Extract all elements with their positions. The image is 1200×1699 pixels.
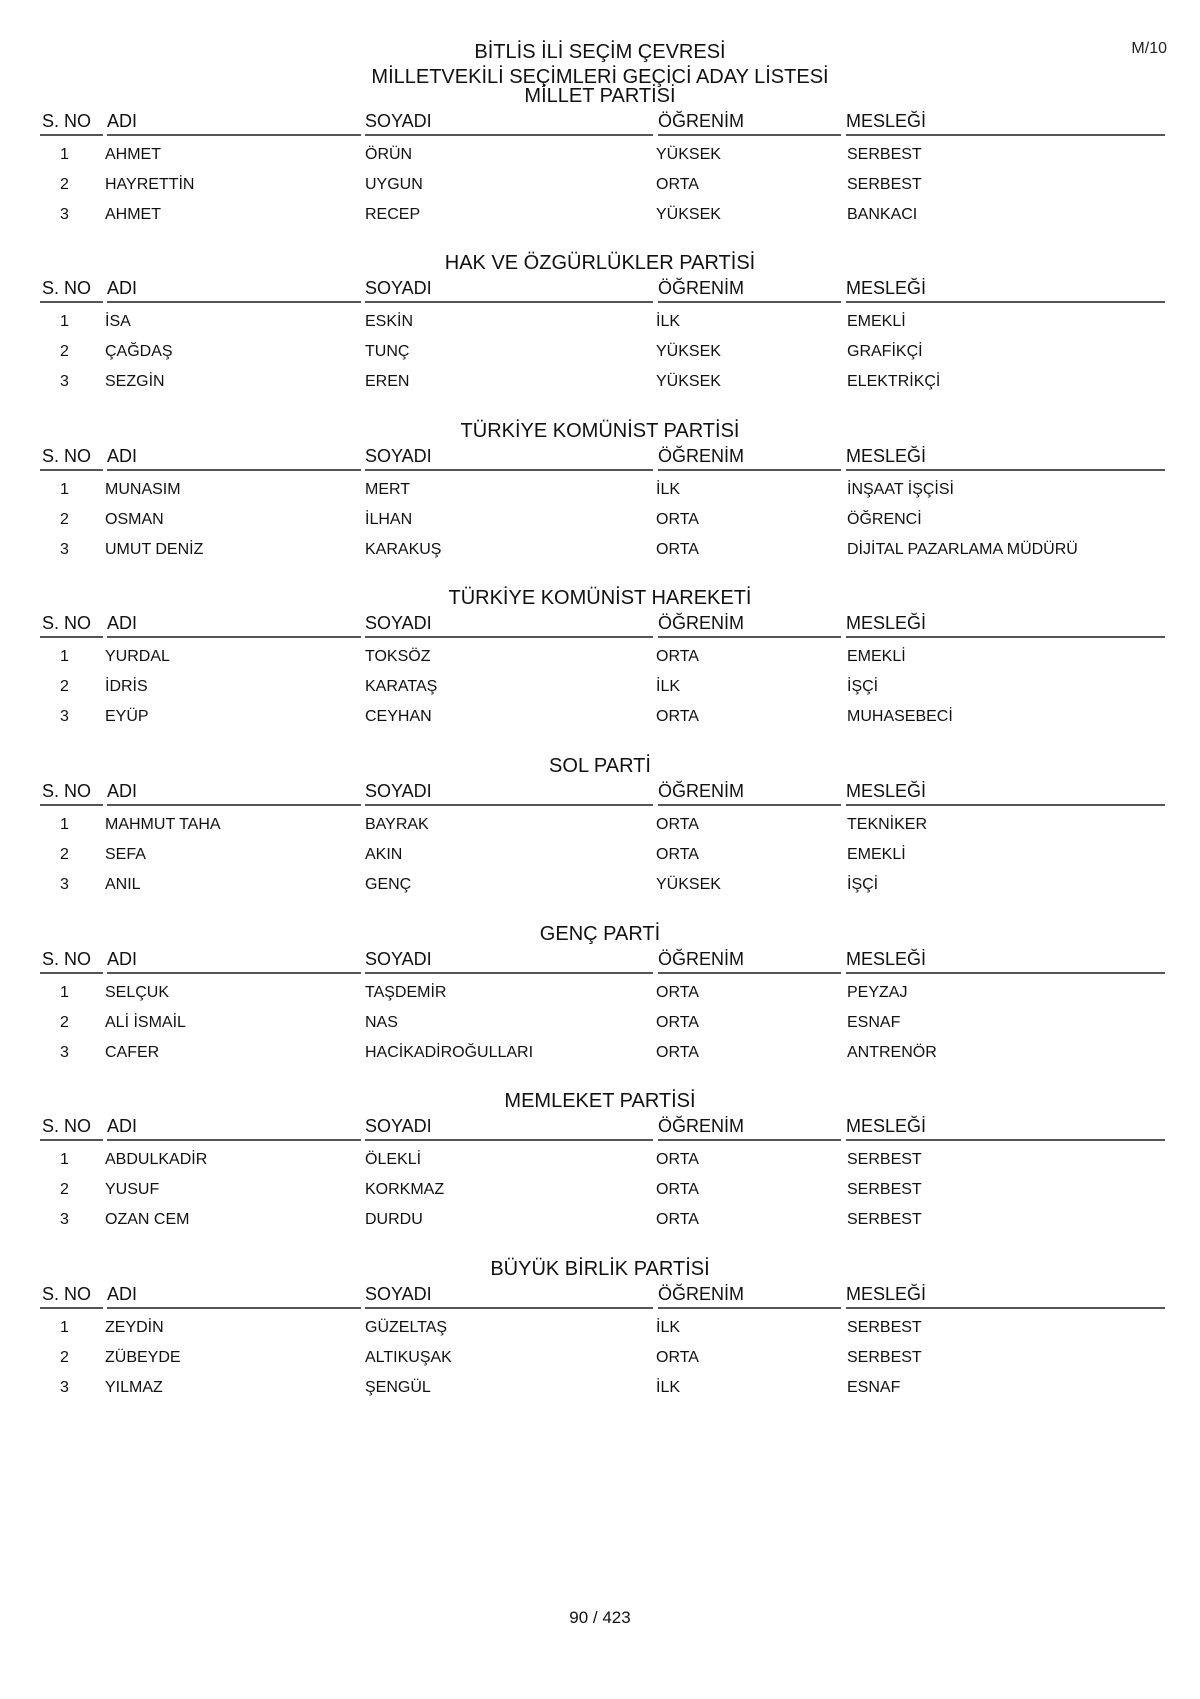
table-row xyxy=(40,307,1165,337)
column-headers xyxy=(40,445,1165,471)
row-ogrenim: YÜKSEK xyxy=(656,373,721,390)
table-row xyxy=(40,337,1165,367)
column-header-soyadi: SOYADI xyxy=(365,612,653,638)
party-title: BÜYÜK BİRLİK PARTİSİ xyxy=(490,1258,710,1280)
row-sno: 2 xyxy=(60,511,69,528)
row-meslegi: GRAFİKÇİ xyxy=(847,343,923,360)
column-header-ogrenim: ÖĞRENİM xyxy=(658,612,841,638)
row-soyadi: KORKMAZ xyxy=(365,1181,445,1198)
party-section xyxy=(40,1255,1165,1403)
row-meslegi: ELEKTRİKÇİ xyxy=(847,373,941,390)
table-row xyxy=(40,978,1165,1008)
row-ogrenim: ORTA xyxy=(656,1044,699,1061)
row-soyadi: ALTIKUŞAK xyxy=(365,1349,452,1366)
row-adi: ALİ İSMAİL xyxy=(105,1014,186,1031)
party-section xyxy=(40,82,1165,230)
column-header-adi: ADI xyxy=(107,948,361,974)
row-sno: 1 xyxy=(60,146,69,163)
row-sno: 2 xyxy=(60,846,69,863)
row-meslegi: SERBEST xyxy=(847,1211,922,1228)
row-adi: ZEYDİN xyxy=(105,1319,164,1336)
row-meslegi: SERBEST xyxy=(847,1319,922,1336)
column-headers xyxy=(40,780,1165,806)
row-adi: MAHMUT TAHA xyxy=(105,816,221,833)
header-line-province: BİTLİS İLİ SEÇİM ÇEVRESİ xyxy=(474,41,726,63)
table-row xyxy=(40,810,1165,840)
table-row xyxy=(40,1205,1165,1235)
row-ogrenim: ORTA xyxy=(656,984,699,1001)
column-header-soyadi: SOYADI xyxy=(365,780,653,806)
column-header-soyadi: SOYADI xyxy=(365,277,653,303)
column-headers xyxy=(40,277,1165,303)
column-headers xyxy=(40,110,1165,136)
row-adi: CAFER xyxy=(105,1044,160,1061)
row-meslegi: PEYZAJ xyxy=(847,984,908,1001)
row-sno: 3 xyxy=(60,876,69,893)
row-adi: SEZGİN xyxy=(105,373,165,390)
page-number: 90 / 423 xyxy=(569,1608,631,1627)
column-headers xyxy=(40,612,1165,638)
table-row xyxy=(40,1008,1165,1038)
row-soyadi: KARATAŞ xyxy=(365,678,438,695)
page-code: M/10 xyxy=(1131,40,1167,57)
party-title: GENÇ PARTİ xyxy=(539,923,661,945)
row-adi: İDRİS xyxy=(105,678,148,695)
table-row xyxy=(40,642,1165,672)
column-header-meslegi: MESLEĞİ xyxy=(846,277,1165,303)
row-soyadi: GENÇ xyxy=(365,876,412,893)
row-soyadi: ÖRÜN xyxy=(365,146,413,163)
column-header-sno: S. NO xyxy=(40,1115,103,1141)
row-meslegi: MUHASEBECİ xyxy=(847,708,953,725)
column-header-meslegi: MESLEĞİ xyxy=(846,1115,1165,1141)
row-meslegi: ESNAF xyxy=(847,1014,901,1031)
column-header-adi: ADI xyxy=(107,1283,361,1309)
row-sno: 3 xyxy=(60,541,69,558)
column-header-soyadi: SOYADI xyxy=(365,948,653,974)
column-header-soyadi: SOYADI xyxy=(365,110,653,136)
column-header-adi: ADI xyxy=(107,1115,361,1141)
row-sno: 1 xyxy=(60,481,69,498)
party-section xyxy=(40,752,1165,900)
row-sno: 1 xyxy=(60,1319,69,1336)
row-adi: AHMET xyxy=(105,146,161,163)
row-meslegi: DİJİTAL PAZARLAMA MÜDÜRÜ xyxy=(847,541,1078,558)
candidate-rows xyxy=(40,978,1165,1068)
row-soyadi: TAŞDEMİR xyxy=(365,984,447,1001)
row-adi: SEFA xyxy=(105,846,146,863)
candidate-rows xyxy=(40,475,1165,565)
column-header-soyadi: SOYADI xyxy=(365,1283,653,1309)
row-soyadi: TOKSÖZ xyxy=(365,648,431,665)
column-header-sno: S. NO xyxy=(40,277,103,303)
row-meslegi: SERBEST xyxy=(847,146,922,163)
row-sno: 2 xyxy=(60,678,69,695)
row-sno: 3 xyxy=(60,373,69,390)
column-header-sno: S. NO xyxy=(40,780,103,806)
column-header-sno: S. NO xyxy=(40,445,103,471)
table-row xyxy=(40,672,1165,702)
row-sno: 1 xyxy=(60,313,69,330)
party-title: HAK VE ÖZGÜRLÜKLER PARTİSİ xyxy=(444,252,756,274)
row-ogrenim: ORTA xyxy=(656,541,699,558)
column-header-meslegi: MESLEĞİ xyxy=(846,612,1165,638)
party-title: TÜRKİYE KOMÜNİST PARTİSİ xyxy=(460,420,740,442)
row-soyadi: ÖLEKLİ xyxy=(365,1151,422,1168)
column-headers xyxy=(40,948,1165,974)
table-row xyxy=(40,1145,1165,1175)
party-section xyxy=(40,584,1165,732)
row-ogrenim: YÜKSEK xyxy=(656,876,721,893)
table-row xyxy=(40,870,1165,900)
row-adi: İSA xyxy=(105,313,131,330)
table-row xyxy=(40,140,1165,170)
row-meslegi: EMEKLİ xyxy=(847,648,906,665)
row-meslegi: EMEKLİ xyxy=(847,846,906,863)
table-row xyxy=(40,535,1165,565)
column-header-sno: S. NO xyxy=(40,110,103,136)
row-ogrenim: ORTA xyxy=(656,1181,699,1198)
row-ogrenim: İLK xyxy=(656,678,681,695)
row-sno: 2 xyxy=(60,343,69,360)
row-meslegi: İŞÇİ xyxy=(847,678,879,695)
row-meslegi: SERBEST xyxy=(847,1181,922,1198)
table-row xyxy=(40,200,1165,230)
row-meslegi: ESNAF xyxy=(847,1379,901,1396)
candidate-rows xyxy=(40,140,1165,230)
column-header-adi: ADI xyxy=(107,612,361,638)
column-header-meslegi: MESLEĞİ xyxy=(846,780,1165,806)
row-adi: AHMET xyxy=(105,206,161,223)
row-meslegi: SERBEST xyxy=(847,176,922,193)
column-header-ogrenim: ÖĞRENİM xyxy=(658,277,841,303)
row-adi: MUNASIM xyxy=(105,481,181,498)
row-ogrenim: ORTA xyxy=(656,511,699,528)
column-header-soyadi: SOYADI xyxy=(365,445,653,471)
row-meslegi: ÖĞRENCİ xyxy=(847,511,922,528)
row-soyadi: KARAKUŞ xyxy=(365,541,442,558)
row-adi: OSMAN xyxy=(105,511,164,528)
party-section xyxy=(40,417,1165,565)
row-adi: YILMAZ xyxy=(105,1379,163,1396)
party-section xyxy=(40,249,1165,397)
party-section xyxy=(40,1087,1165,1235)
table-row xyxy=(40,505,1165,535)
row-ogrenim: İLK xyxy=(656,313,681,330)
column-header-ogrenim: ÖĞRENİM xyxy=(658,1115,841,1141)
party-section xyxy=(40,920,1165,1068)
row-adi: UMUT DENİZ xyxy=(105,541,204,558)
column-header-ogrenim: ÖĞRENİM xyxy=(658,948,841,974)
column-header-sno: S. NO xyxy=(40,1283,103,1309)
party-title: TÜRKİYE KOMÜNİST HAREKETİ xyxy=(448,587,752,609)
row-soyadi: GÜZELTAŞ xyxy=(365,1319,448,1336)
row-soyadi: RECEP xyxy=(365,206,421,223)
column-header-sno: S. NO xyxy=(40,612,103,638)
table-row xyxy=(40,702,1165,732)
row-sno: 3 xyxy=(60,1044,69,1061)
row-meslegi: ANTRENÖR xyxy=(847,1044,937,1061)
column-header-ogrenim: ÖĞRENİM xyxy=(658,445,841,471)
party-title: MİLLET PARTİSİ xyxy=(524,85,676,107)
row-ogrenim: İLK xyxy=(656,1379,681,1396)
column-header-ogrenim: ÖĞRENİM xyxy=(658,110,841,136)
row-ogrenim: YÜKSEK xyxy=(656,206,721,223)
candidate-rows xyxy=(40,1145,1165,1235)
table-row xyxy=(40,1343,1165,1373)
row-soyadi: BAYRAK xyxy=(365,816,429,833)
row-adi: ZÜBEYDE xyxy=(105,1349,181,1366)
row-soyadi: DURDU xyxy=(365,1211,423,1228)
row-ogrenim: ORTA xyxy=(656,1211,699,1228)
column-header-adi: ADI xyxy=(107,110,361,136)
row-sno: 1 xyxy=(60,816,69,833)
row-sno: 2 xyxy=(60,176,69,193)
row-adi: YUSUF xyxy=(105,1181,160,1198)
column-header-meslegi: MESLEĞİ xyxy=(846,445,1165,471)
row-soyadi: HACİKADİROĞULLARI xyxy=(365,1044,534,1061)
party-title: SOL PARTİ xyxy=(549,755,651,777)
column-header-sno: S. NO xyxy=(40,948,103,974)
column-header-meslegi: MESLEĞİ xyxy=(846,110,1165,136)
row-meslegi: TEKNİKER xyxy=(847,816,928,833)
row-ogrenim: YÜKSEK xyxy=(656,146,721,163)
row-sno: 3 xyxy=(60,1211,69,1228)
column-headers xyxy=(40,1115,1165,1141)
row-ogrenim: ORTA xyxy=(656,708,699,725)
row-soyadi: ŞENGÜL xyxy=(365,1379,431,1396)
row-sno: 1 xyxy=(60,648,69,665)
party-title: MEMLEKET PARTİSİ xyxy=(504,1090,696,1112)
row-ogrenim: ORTA xyxy=(656,816,699,833)
row-ogrenim: İLK xyxy=(656,481,681,498)
row-ogrenim: ORTA xyxy=(656,1151,699,1168)
table-row xyxy=(40,170,1165,200)
table-row xyxy=(40,367,1165,397)
row-ogrenim: ORTA xyxy=(656,648,699,665)
column-header-adi: ADI xyxy=(107,780,361,806)
row-meslegi: EMEKLİ xyxy=(847,313,906,330)
row-ogrenim: ORTA xyxy=(656,176,699,193)
row-adi: ANIL xyxy=(105,876,141,893)
row-meslegi: İNŞAAT İŞÇİSİ xyxy=(847,481,954,498)
row-adi: HAYRETTİN xyxy=(105,176,195,193)
column-header-ogrenim: ÖĞRENİM xyxy=(658,780,841,806)
header-line-list-title: MİLLETVEKİLİ SEÇİMLERİ GEÇİCİ ADAY LİSTESİ xyxy=(371,66,829,88)
row-adi: OZAN CEM xyxy=(105,1211,190,1228)
row-adi: ÇAĞDAŞ xyxy=(105,343,173,360)
row-sno: 1 xyxy=(60,984,69,1001)
column-header-adi: ADI xyxy=(107,277,361,303)
row-ogrenim: YÜKSEK xyxy=(656,343,721,360)
row-sno: 2 xyxy=(60,1181,69,1198)
table-row xyxy=(40,1175,1165,1205)
row-soyadi: ESKİN xyxy=(365,313,414,330)
row-sno: 2 xyxy=(60,1349,69,1366)
row-sno: 1 xyxy=(60,1151,69,1168)
table-row xyxy=(40,475,1165,505)
row-soyadi: EREN xyxy=(365,373,410,390)
row-soyadi: İLHAN xyxy=(365,511,413,528)
row-soyadi: MERT xyxy=(365,481,411,498)
row-meslegi: İŞÇİ xyxy=(847,876,879,893)
table-row xyxy=(40,1373,1165,1403)
row-adi: SELÇUK xyxy=(105,984,170,1001)
row-sno: 3 xyxy=(60,206,69,223)
row-adi: EYÜP xyxy=(105,708,149,725)
row-sno: 3 xyxy=(60,1379,69,1396)
row-adi: ABDULKADİR xyxy=(105,1151,208,1168)
row-meslegi: SERBEST xyxy=(847,1349,922,1366)
row-sno: 2 xyxy=(60,1014,69,1031)
row-ogrenim: İLK xyxy=(656,1319,681,1336)
candidate-rows xyxy=(40,642,1165,732)
row-meslegi: BANKACI xyxy=(847,206,918,223)
column-header-meslegi: MESLEĞİ xyxy=(846,1283,1165,1309)
row-sno: 3 xyxy=(60,708,69,725)
column-header-meslegi: MESLEĞİ xyxy=(846,948,1165,974)
column-header-soyadi: SOYADI xyxy=(365,1115,653,1141)
candidate-rows xyxy=(40,1313,1165,1403)
column-header-adi: ADI xyxy=(107,445,361,471)
candidate-rows xyxy=(40,810,1165,900)
row-meslegi: SERBEST xyxy=(847,1151,922,1168)
candidate-rows xyxy=(40,307,1165,397)
row-soyadi: CEYHAN xyxy=(365,708,432,725)
row-ogrenim: ORTA xyxy=(656,1014,699,1031)
row-soyadi: UYGUN xyxy=(365,176,423,193)
row-soyadi: AKIN xyxy=(365,846,403,863)
table-row xyxy=(40,840,1165,870)
column-header-ogrenim: ÖĞRENİM xyxy=(658,1283,841,1309)
row-ogrenim: ORTA xyxy=(656,846,699,863)
row-adi: YURDAL xyxy=(105,648,170,665)
table-row xyxy=(40,1313,1165,1343)
row-ogrenim: ORTA xyxy=(656,1349,699,1366)
row-soyadi: TUNÇ xyxy=(365,343,410,360)
column-headers xyxy=(40,1283,1165,1309)
row-soyadi: NAS xyxy=(365,1014,398,1031)
table-row xyxy=(40,1038,1165,1068)
